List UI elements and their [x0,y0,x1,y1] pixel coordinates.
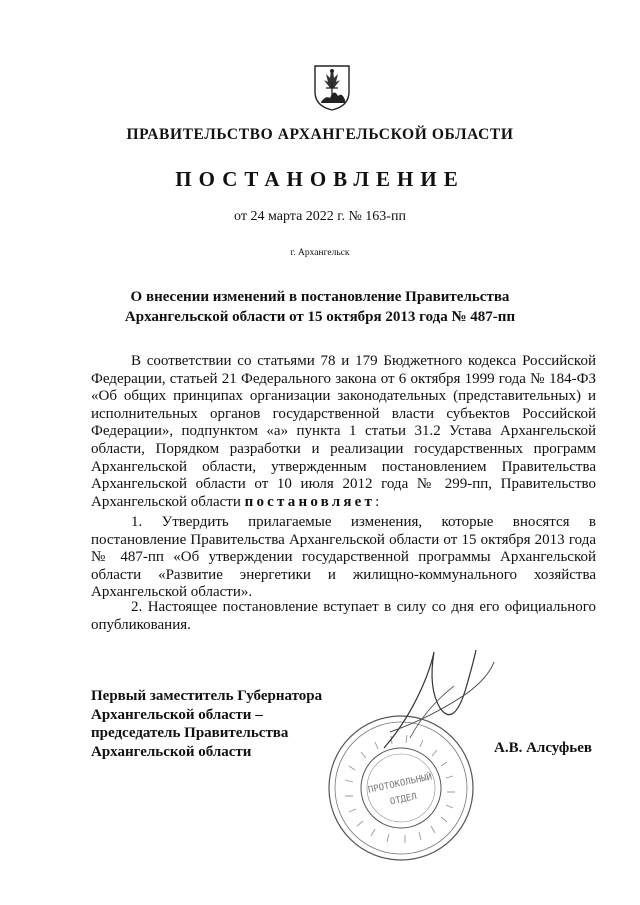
preamble-paragraph [91,353,596,511]
clause-2-text: 2. Настоящее постановление вступает в силу со дня его официального опубликования. [91,599,596,633]
svg-text:ПРОТОКОЛЬНЫЙ: ПРОТОКОЛЬНЫЙ [367,772,434,796]
signer-name: А.В. Алсуфьев [494,740,592,756]
document-date-number: от 24 марта 2022 г. № 163-пп [234,209,406,224]
subject-line-2: Архангельской области от 15 октября 2013 года № 487-пп [124,309,516,325]
svg-text:ОТДЕЛ: ОТДЕЛ [389,792,418,808]
signer-position [91,687,322,761]
preamble-end: : [375,493,380,510]
handwritten-signature-icon [370,648,500,758]
clause-1-text: 1. Утвердить прилагаемые изменения, которые вносятся в постановление Правительства Архангельской области от 15 октября 2013 года № 487-пп «Об утверждении государственной программы Архангельской области «Развитие энергетики и жилищно-коммунального хозяйства Архангельской области». [91,514,596,601]
clause-2-paragraph [91,599,596,634]
document-type-title: ПОСТАНОВЛЕНИЕ [175,167,465,191]
signer-position-line-3: председатель Правительства [91,725,289,742]
coat-of-arms-icon [312,62,352,112]
preamble-text: В соответствии со статьями 78 и 179 Бюджетного кодекса Российской Федерации, статьей 21 Федерального закона от 6 октября 1999 года № 184-ФЗ «Об общих принципах организации законодательных (представительных) и исполнительных органов государственной власти субъектов Российской Федерации», подпунктом «а» пункта 1 статьи 31.2 Устава Архангельской области, Порядком разработки и реализации государственных программ Архангельской области, утвержденным постановлением Правительства Архангельской области от 10 июля 2012 года № 299-пп, Правительство Архангельской области [91,353,596,510]
signer-position-line-1: Первый заместитель Губернатора [91,688,323,704]
resolves-keyword: постановляет [244,493,376,510]
clause-1-paragraph [91,514,596,602]
document-city: г. Архангельск [290,248,350,258]
government-title: ПРАВИТЕЛЬСТВО АРХАНГЕЛЬСКОЙ ОБЛАСТИ [126,126,514,143]
document-subject [0,287,640,327]
subject-line-1: О внесении изменений в постановление Правительства [130,289,510,305]
signer-position-line-2: Архангельской области – [91,706,263,723]
signer-position-line-4: Архангельской области [91,743,252,760]
